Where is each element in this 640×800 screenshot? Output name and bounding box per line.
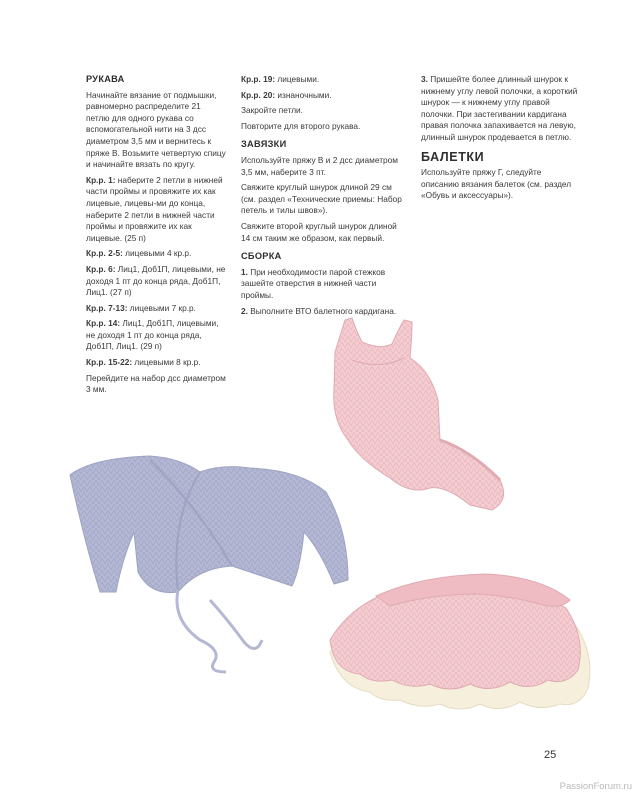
row-text: изнаночными. (275, 89, 332, 100)
section-heading-assembly: СБОРКА (241, 251, 282, 262)
step-number: 3. (421, 74, 428, 84)
round-row (86, 248, 226, 260)
row-label: Кр.р. 1: (86, 174, 116, 185)
row-label: Кр.р. 6: (86, 263, 116, 274)
column-right (421, 74, 581, 206)
row-label: Кр.р. 19: (241, 74, 276, 84)
sleeves-intro: Начинайте вязание от подмышки, равномерно распределите 21 петлю для одного рукава со вспомогательной нити на 3 дсс диаметром 3,5 мм и вернитесь к пряже В. Возьмите четвертую спицу и начинайте вязать по кругу. (86, 89, 226, 170)
row-label: Кр.р. 20: (241, 89, 276, 100)
ties-paragraph-1: Используйте пряжу В и 2 дсс диаметром 3,5 мм, наберите 3 пт. (241, 154, 398, 177)
row-text: лицевыми 8 кр.р. (132, 357, 201, 368)
row-text: лицевыми. (275, 74, 320, 84)
close-stitches: Закройте петли. (241, 105, 303, 116)
section-heading-ties: ЗАВЯЗКИ (241, 139, 287, 150)
step-text: Выполните ВТО балетного кардигана. (247, 305, 397, 316)
row-text: Лиц1, Доб1П, лицевыми, не доходя 1 пт до конца ряда, Доб1П, Лиц1. (27 п) (86, 263, 226, 298)
row-text: лицевыми 4 кр.р. (122, 248, 192, 259)
step-text: При необходимости парой стежков зашейте отверстия в нижней части проймы. (241, 266, 386, 300)
knitted-doll-clothes-photo (0, 300, 640, 720)
step-number: 2. (241, 305, 248, 316)
sleeves-outro: Перейдите на набор дсс диаметром 3 мм. (86, 372, 226, 395)
section-heading-ballet-shoes: БАЛЕТКИ (421, 149, 485, 164)
site-watermark: PassionForum.ru (559, 781, 632, 792)
row-label: Кр.р. 2-5: (86, 248, 123, 259)
round-row-19 (241, 74, 406, 86)
ties-paragraph-3: Свяжите второй круглый шнурок длиной 14 см таким же образом, как первый. (241, 220, 397, 243)
blue-ballet-cardigan (70, 456, 348, 672)
ties-paragraph-2: Свяжите круглый шнурок длиной 29 см (см. раздел «Технические приемы: Набор петель и тилы швов»). (241, 182, 402, 216)
row-text: лицевыми 7 кр.р. (127, 302, 196, 313)
page-number: 25 (544, 749, 557, 761)
row-label: Кр.р. 15-22: (86, 357, 133, 368)
step-number: 1. (241, 266, 248, 277)
pink-romper (334, 318, 504, 510)
assembly-step-3 (421, 74, 581, 144)
step-text: Пришейте более длинный шнурок к нижнему углу левой полочки, а короткий шнурок — к нижнему углу правой полочки. При застегивании кардигана правая полочка запахивается на левую, длинный шнурок продевается в петлю. (421, 74, 578, 142)
assembly-step (241, 267, 406, 302)
row-label: Кр.р. 7-13: (86, 302, 128, 313)
round-row (86, 264, 226, 299)
row-text: Лиц1, Доб1П, лицевыми, не доходя 1 пт до конца ряда, Доб1П, Лиц1. (29 п) (86, 318, 219, 352)
repeat-sleeve: Повторите для второго рукава. (241, 120, 361, 131)
row-label: Кр.р. 14: (86, 318, 121, 329)
round-row-20 (241, 90, 406, 102)
section-heading-sleeves: РУКАВА (86, 74, 125, 84)
ballet-shoes-text: Используйте пряжу Г, следуйте описанию вязания балеток (см. раздел «Обувь и аксессуары»). (421, 167, 572, 201)
round-row (86, 175, 226, 245)
column-middle (241, 74, 406, 321)
pink-tutu-skirt (330, 574, 590, 709)
row-text: наберите 2 петли в нижней части проймы и провяжите их как лицевые, лицевы-ми до конца, наберите 2 петли в нижней части проймы и провяжите их как лицевые. (25 п) (86, 174, 223, 243)
